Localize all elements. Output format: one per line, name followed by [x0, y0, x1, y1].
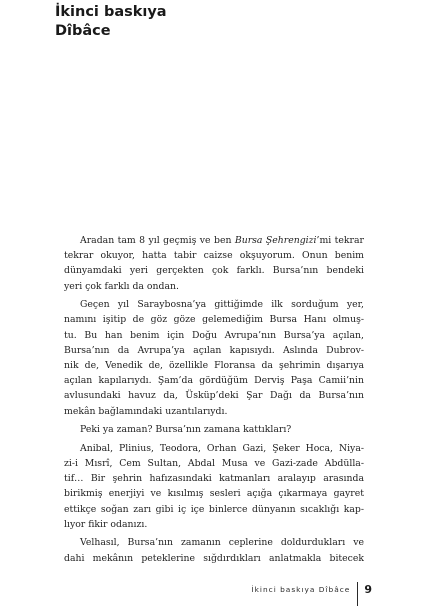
paragraph-5 — [64, 535, 364, 565]
chapter-heading-line-1: İkinci baskıya — [55, 4, 167, 20]
text-line: Velhasıl, Bursa’nın zamanın ceplerine doldurdukları ve — [80, 537, 364, 549]
text-line: nik de, Venedik de, özellikle Floransa da şehrimin dışarıya — [64, 360, 364, 372]
text-line: dünyamdaki yeri gerçekten çok farklı. Bursa’nın bendeki — [64, 265, 364, 277]
text-line: zi-i Mısrî, Cem Sultan, Abdal Musa ve Gazi-zade Abdülla- — [64, 458, 364, 470]
text-line: açılan kapılarıydı. Şam’da gördüğüm Derviş Paşa Camii’nin — [64, 375, 364, 387]
paragraph-2 — [64, 297, 364, 419]
text-line: Peki ya zaman? Bursa’nın zamana kattıkları? — [80, 424, 292, 436]
running-title: İkinci baskıya Dîbâce — [251, 584, 351, 594]
text-line: mekân bağlamındaki uzantılarıydı. — [64, 405, 228, 417]
text-line: tif… Bir şehrin hafızasındaki katmanları aralayıp arasında — [64, 473, 364, 485]
text-line: tu. Bu han benim için Doğu Avrupa’nın Bursa’ya açılan, — [64, 329, 364, 341]
text-line: ettikçe soğan zarı gibi iç içe binlerce dünyanın sıcaklığı kap- — [64, 503, 364, 515]
text-line: avlusundaki havuz da, Üsküp’deki Şar Dağı da Bursa’nın — [64, 390, 364, 402]
page-footer — [251, 577, 372, 601]
text-line — [64, 233, 364, 248]
page-number: 9 — [364, 582, 372, 596]
book-title-italic: Bursa Şehrengizi — [234, 235, 317, 246]
text-line: tekrar okuyor, hatta tabir caizse okşuyorum. Onun benim — [64, 250, 364, 262]
text-line: Anibal, Plinius, Teodora, Orhan Gazi, Şeker Hoca, Niya- — [80, 442, 364, 454]
text-span: ’mi tekrar — [316, 235, 364, 246]
text-span: Aradan tam 8 yıl geçmiş ve ben — [80, 235, 235, 246]
paragraph-4 — [64, 441, 364, 532]
paragraph-1 — [64, 233, 364, 294]
footer-divider — [357, 582, 358, 606]
chapter-heading-line-2: Dîbâce — [55, 23, 111, 39]
text-line: yeri çok farklı da ondan. — [64, 280, 179, 292]
paragraph-3 — [64, 422, 364, 437]
text-line: lıyor fikir odanızı. — [64, 518, 148, 530]
text-line: namını işitip de göz göze gelemediğim Bursa Hanı olmuş- — [64, 314, 364, 326]
text-line: dahi mekânın peteklerine sığdırdıkları anlatmakla bitecek — [64, 552, 364, 564]
body-text — [64, 233, 364, 566]
text-line: birikmiş enerjiyi ve kısılmış sesleri açığa çıkarmaya gayret — [64, 488, 364, 500]
chapter-heading — [55, 3, 167, 41]
text-line: Bursa’nın da Avrupa’ya açılan kapısıydı. Aslında Dubrov- — [64, 344, 364, 356]
text-line: Geçen yıl Saraybosna’ya gittiğimde ilk sorduğum yer, — [80, 299, 364, 311]
